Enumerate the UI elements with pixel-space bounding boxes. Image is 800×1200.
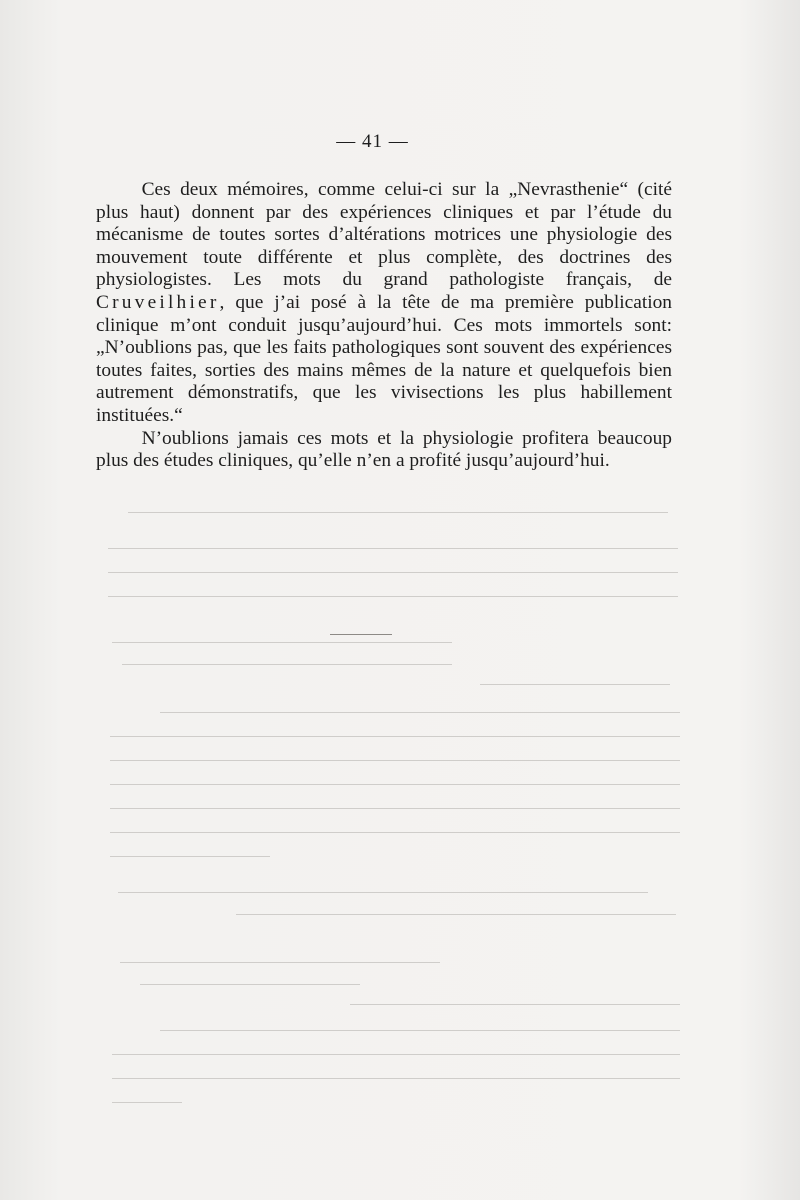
ghost-mark (128, 512, 668, 513)
ghost-mark (108, 572, 678, 573)
ghost-mark (108, 548, 678, 549)
paragraph-1-lead: Ces deux mémoires, comme celui-ci sur la „Nevrasthenie“ (cité plus haut) donnent par des expériences cliniques et par l’étude du mécanisme de toutes sortes d’altérations motrices une physiologie des mouvement toute différente et plus complète, des doctrines des physiologistes. Les mots du grand pathologiste français, de (96, 179, 672, 291)
paragraph-2: N’oublions jamais ces mots et la physiologie profitera beaucoup plus des études cliniques, qu’elle n’en a profité jusqu’aujourd’hui. (96, 427, 672, 472)
author-name: Cruveilhier (96, 291, 220, 313)
ghost-mark (118, 892, 648, 893)
ghost-mark (120, 962, 440, 963)
ghost-mark (110, 808, 680, 809)
ghost-mark (110, 760, 680, 761)
ghost-mark (110, 832, 680, 833)
page-number: — 41 — (336, 131, 409, 152)
paragraph-1 (96, 179, 672, 428)
ghost-mark (330, 634, 392, 635)
ghost-mark (112, 1054, 680, 1055)
ghost-mark (110, 856, 270, 857)
ghost-mark (110, 736, 680, 737)
ghost-mark (140, 984, 360, 985)
ghost-mark (236, 914, 676, 915)
ghost-mark (110, 784, 680, 785)
ghost-mark (112, 1078, 680, 1079)
ghost-mark (160, 712, 680, 713)
body-text (96, 179, 672, 473)
ghost-mark (122, 664, 452, 665)
paragraph-1-rest: , que j’ai posé à la tête de ma première publication clinique m’ont conduit jusqu’aujourd’hui. Ces mots immortels sont: „N’oublions pas, que les faits pathologiques sont souvent des expériences toutes faites, sorties des mains mêmes de la nature et quelquefois bien autrement démonstratifs, que les vivisections les plus habillement instituées.“ (96, 291, 672, 426)
ghost-mark (480, 684, 670, 685)
ghost-mark (350, 1004, 680, 1005)
ghost-mark (108, 596, 678, 597)
ghost-mark (160, 1030, 680, 1031)
ghost-mark (112, 642, 452, 643)
ghost-mark (112, 1102, 182, 1103)
